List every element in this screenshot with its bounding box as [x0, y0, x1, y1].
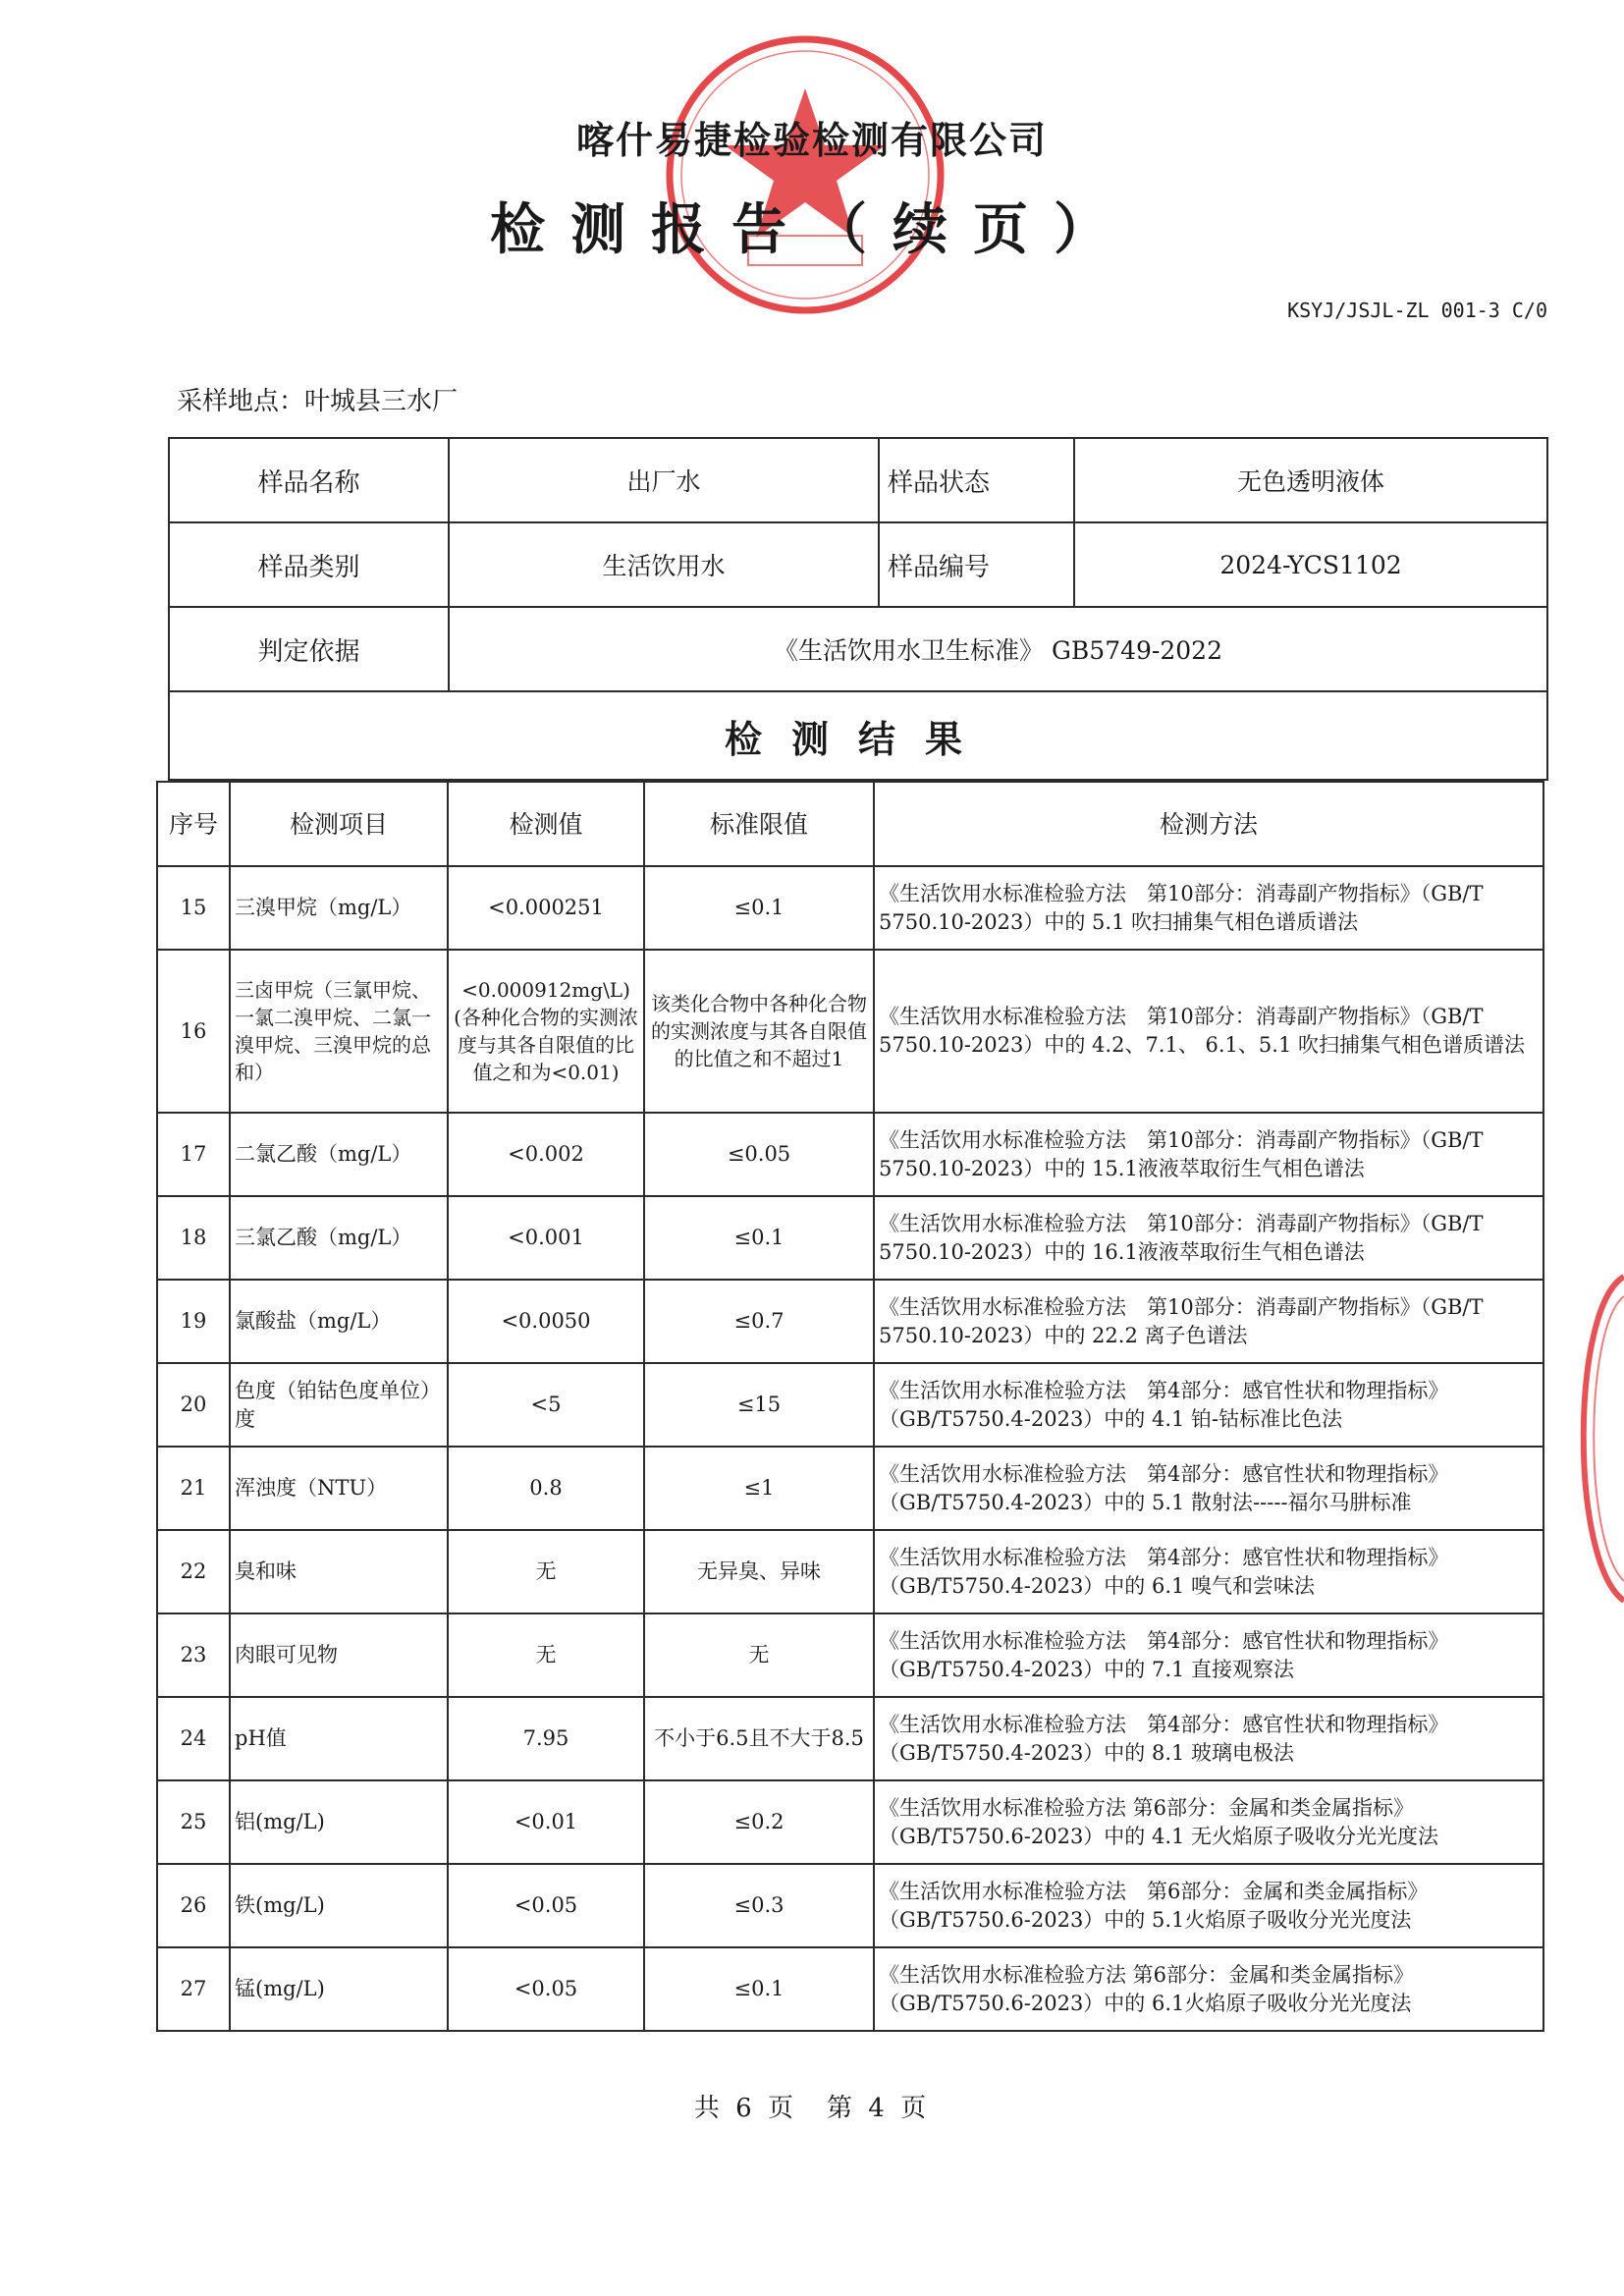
- row-item: 锰(mg/L): [230, 1947, 448, 2031]
- table-row: [157, 1947, 1543, 2031]
- col-limit: 标准限值: [644, 782, 874, 866]
- results-column-headers: [157, 782, 1543, 866]
- row-limit: ≤0.1: [644, 1196, 874, 1280]
- table-row: [157, 1780, 1543, 1864]
- row-value: <0.002: [448, 1113, 644, 1196]
- row-no: 23: [157, 1613, 230, 1697]
- table-row: [157, 1697, 1543, 1780]
- row-method: 《生活饮用水标准检验方法 第4部分：感官性状和物理指标》（GB/T5750.4-2023）中的 4.1 铂-钴标准比色法: [874, 1363, 1543, 1447]
- row-value: 无: [448, 1613, 644, 1697]
- row-no: 26: [157, 1864, 230, 1947]
- col-no: 序号: [157, 782, 230, 866]
- basis-label: 判定依据: [169, 607, 449, 691]
- row-item: 三溴甲烷（mg/L）: [230, 866, 448, 950]
- col-method: 检测方法: [874, 782, 1543, 866]
- row-no: 24: [157, 1697, 230, 1780]
- row-method: 《生活饮用水标准检验方法 第10部分：消毒副产物指标》（GB/T 5750.10-2023）中的 4.2、7.1、 6.1、5.1 吹扫捕集气相色谱质谱法: [874, 950, 1543, 1113]
- row-item: 三卤甲烷（三氯甲烷、一氯二溴甲烷、二氯一溴甲烷、三溴甲烷的总和）: [230, 950, 448, 1113]
- row-item: 三氯乙酸（mg/L）: [230, 1196, 448, 1280]
- row-no: 17: [157, 1113, 230, 1196]
- row-method: 《生活饮用水标准检验方法 第6部分：金属和类金属指标》（GB/T5750.6-2023）中的 4.1 无火焰原子吸收分光光度法: [874, 1780, 1543, 1864]
- col-value: 检测值: [448, 782, 644, 866]
- row-value: <0.000912mg\L)(各种化合物的实测浓度与其各自限值的比值之和为<0.01): [448, 950, 644, 1113]
- table-row: [157, 1530, 1543, 1613]
- row-item: 铝(mg/L): [230, 1780, 448, 1864]
- row-item: 氯酸盐（mg/L）: [230, 1280, 448, 1363]
- table-row: [157, 1864, 1543, 1947]
- row-limit: ≤0.3: [644, 1864, 874, 1947]
- sample-state-label: 样品状态: [879, 438, 1074, 522]
- row-limit: ≤0.1: [644, 1947, 874, 2031]
- table-row: [157, 1196, 1543, 1280]
- company-name: 喀什易捷检验检测有限公司: [575, 119, 1048, 162]
- row-no: 21: [157, 1447, 230, 1530]
- sample-type-value: 生活饮用水: [449, 522, 879, 607]
- row-value: 无: [448, 1530, 644, 1613]
- row-item: 铁(mg/L): [230, 1864, 448, 1947]
- row-no: 18: [157, 1196, 230, 1280]
- row-no: 22: [157, 1530, 230, 1613]
- row-value: <0.01: [448, 1780, 644, 1864]
- row-limit: ≤15: [644, 1363, 874, 1447]
- page-footer: 共 6 页 第 4 页: [693, 2094, 931, 2123]
- sampling-site: 采样地点：叶城县三水厂: [177, 387, 459, 416]
- table-row: [157, 1113, 1543, 1196]
- results-header: 检测结果: [169, 691, 1547, 780]
- row-value: <0.05: [448, 1947, 644, 2031]
- row-limit: ≤0.2: [644, 1780, 874, 1864]
- report-title: 检测报告（续页）: [490, 198, 1134, 262]
- row-no: 25: [157, 1780, 230, 1864]
- row-item: pH值: [230, 1697, 448, 1780]
- row-method: 《生活饮用水标准检验方法 第10部分：消毒副产物指标》（GB/T 5750.10-2023）中的 16.1液液萃取衍生气相色谱法: [874, 1196, 1543, 1280]
- row-limit: 无异臭、异味: [644, 1530, 874, 1613]
- sample-info-table: [168, 437, 1548, 781]
- row-method: 《生活饮用水标准检验方法 第4部分：感官性状和物理指标》（GB/T5750.4-2023）中的 5.1 散射法-----福尔马肼标准: [874, 1447, 1543, 1530]
- row-item: 肉眼可见物: [230, 1613, 448, 1697]
- row-item: 色度（铂钴色度单位）度: [230, 1363, 448, 1447]
- row-method: 《生活饮用水标准检验方法 第10部分：消毒副产物指标》（GB/T 5750.10-2023）中的 15.1液液萃取衍生气相色谱法: [874, 1113, 1543, 1196]
- row-method: 《生活饮用水标准检验方法 第4部分：感官性状和物理指标》（GB/T5750.4-2023）中的 6.1 嗅气和尝味法: [874, 1530, 1543, 1613]
- row-no: 16: [157, 950, 230, 1113]
- results-header-row: [169, 691, 1547, 780]
- row-limit: ≤0.1: [644, 866, 874, 950]
- row-method: 《生活饮用水标准检验方法 第4部分：感官性状和物理指标》（GB/T5750.4-2023）中的 7.1 直接观察法: [874, 1613, 1543, 1697]
- document-number: KSYJ/JSJL-ZL 001-3 C/0: [1287, 299, 1547, 322]
- row-item: 臭和味: [230, 1530, 448, 1613]
- table-row: [157, 866, 1543, 950]
- row-method: 《生活饮用水标准检验方法 第10部分：消毒副产物指标》（GB/T 5750.10-2023）中的 22.2 离子色谱法: [874, 1280, 1543, 1363]
- row-method: 《生活饮用水标准检验方法 第6部分：金属和类金属指标》（GB/T5750.6-2023）中的 5.1火焰原子吸收分光光度法: [874, 1864, 1543, 1947]
- side-seal: [1561, 1267, 1624, 1611]
- row-value: 7.95: [448, 1697, 644, 1780]
- row-method: 《生活饮用水标准检验方法 第6部分：金属和类金属指标》（GB/T5750.6-2023）中的 6.1火焰原子吸收分光光度法: [874, 1947, 1543, 2031]
- info-row: [169, 522, 1547, 607]
- row-no: 20: [157, 1363, 230, 1447]
- row-limit: 该类化合物中各种化合物的实测浓度与其各自限值的比值之和不超过1: [644, 950, 874, 1113]
- row-no: 15: [157, 866, 230, 950]
- info-row: [169, 607, 1547, 691]
- table-row: [157, 1363, 1543, 1447]
- basis-value: 《生活饮用水卫生标准》 GB5749-2022: [449, 607, 1547, 691]
- table-row: [157, 950, 1543, 1113]
- sample-name-label: 样品名称: [169, 438, 449, 522]
- row-item: 二氯乙酸（mg/L）: [230, 1113, 448, 1196]
- row-method: 《生活饮用水标准检验方法 第10部分：消毒副产物指标》（GB/T 5750.10-2023）中的 5.1 吹扫捕集气相色谱质谱法: [874, 866, 1543, 950]
- info-row: [169, 438, 1547, 522]
- row-value: <5: [448, 1363, 644, 1447]
- table-row: [157, 1447, 1543, 1530]
- sample-no-value: 2024-YCS1102: [1074, 522, 1547, 607]
- row-no: 19: [157, 1280, 230, 1363]
- col-item: 检测项目: [230, 782, 448, 866]
- sample-no-label: 样品编号: [879, 522, 1074, 607]
- results-table: [156, 781, 1544, 2032]
- sample-type-label: 样品类别: [169, 522, 449, 607]
- row-value: 0.8: [448, 1447, 644, 1530]
- row-limit: ≤0.7: [644, 1280, 874, 1363]
- row-limit: 无: [644, 1613, 874, 1697]
- row-value: <0.0050: [448, 1280, 644, 1363]
- table-row: [157, 1613, 1543, 1697]
- row-no: 27: [157, 1947, 230, 2031]
- row-method: 《生活饮用水标准检验方法 第4部分：感官性状和物理指标》（GB/T5750.4-2023）中的 8.1 玻璃电极法: [874, 1697, 1543, 1780]
- row-value: <0.05: [448, 1864, 644, 1947]
- row-limit: ≤0.05: [644, 1113, 874, 1196]
- official-seal: [658, 27, 952, 322]
- row-value: <0.001: [448, 1196, 644, 1280]
- table-row: [157, 1280, 1543, 1363]
- sample-name-value: 出厂水: [449, 438, 879, 522]
- row-limit: 不小于6.5且不大于8.5: [644, 1697, 874, 1780]
- sample-state-value: 无色透明液体: [1074, 438, 1547, 522]
- row-item: 浑浊度（NTU）: [230, 1447, 448, 1530]
- row-limit: ≤1: [644, 1447, 874, 1530]
- row-value: <0.000251: [448, 866, 644, 950]
